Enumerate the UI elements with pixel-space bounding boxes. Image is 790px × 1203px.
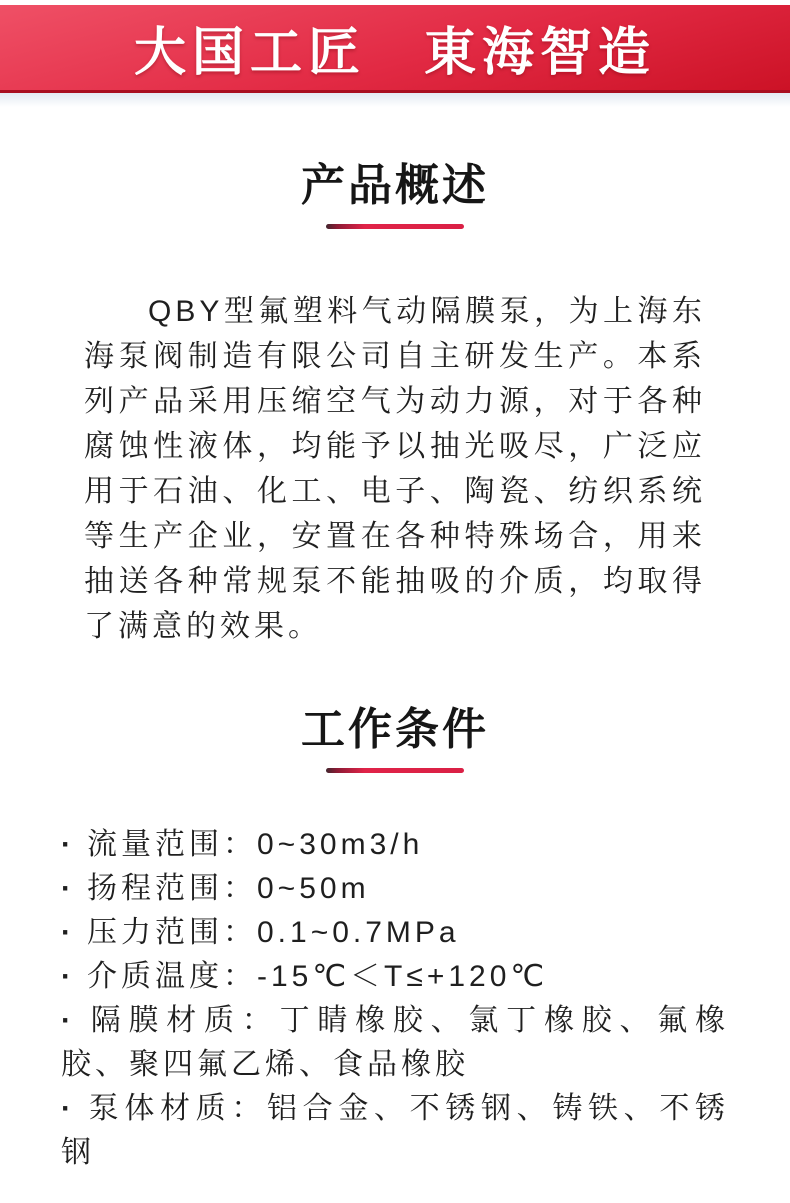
overview-title-underline — [326, 224, 464, 229]
bullet-icon: · — [61, 960, 75, 993]
list-item-text: 扬程范围：0~50m — [87, 872, 370, 905]
list-item-media-temperature — [61, 955, 729, 999]
banner-divider — [0, 93, 790, 107]
brand-banner — [0, 5, 790, 93]
list-item-text: 压力范围：0.1~0.7MPa — [87, 916, 460, 949]
bullet-icon: · — [61, 916, 75, 949]
brand-banner-title: 大国工匠 東海智造 — [133, 24, 656, 82]
conditions-list — [61, 823, 729, 1175]
list-item-flow-range — [61, 823, 729, 867]
list-item-text: 介质温度：-15℃＜T≤+120℃ — [87, 960, 549, 993]
list-item-head-range — [61, 867, 729, 911]
overview-paragraph: QBY型氟塑料气动隔膜泵，为上海东海泵阀制造有限公司自主研发生产。本系列产品采用压缩空气为动力源，对于各种腐蚀性液体，均能予以抽光吸尽，广泛应用于石油、化工、电子、陶瓷、纺织系统等生产企业，安置在各种特殊场合，用来抽送各种常规泵不能抽吸的介质，均取得了满意的效果。 — [84, 295, 706, 643]
bullet-icon: · — [61, 828, 75, 861]
list-item-text: 流量范围：0~30m3/h — [87, 828, 424, 861]
list-item-text: 隔膜材质：丁睛橡胶、氯丁橡胶、氟橡胶、聚四氟乙烯、食品橡胶 — [61, 1004, 729, 1081]
bullet-icon: · — [61, 1092, 75, 1125]
list-item-pump-body-material — [61, 1087, 729, 1175]
list-item-pressure-range — [61, 911, 729, 955]
list-item-diaphragm-material — [61, 999, 729, 1087]
bullet-icon: · — [61, 872, 75, 905]
bullet-icon: · — [61, 1004, 75, 1037]
overview-section-title: 产品概述 — [301, 161, 489, 210]
list-item-text: 泵体材质：铝合金、不锈钢、铸铁、不锈钢 — [61, 1092, 729, 1169]
section-overview — [0, 161, 790, 649]
working-title-underline — [326, 768, 464, 773]
working-conditions-section-title: 工作条件 — [301, 705, 489, 754]
section-working-conditions — [0, 705, 790, 1175]
